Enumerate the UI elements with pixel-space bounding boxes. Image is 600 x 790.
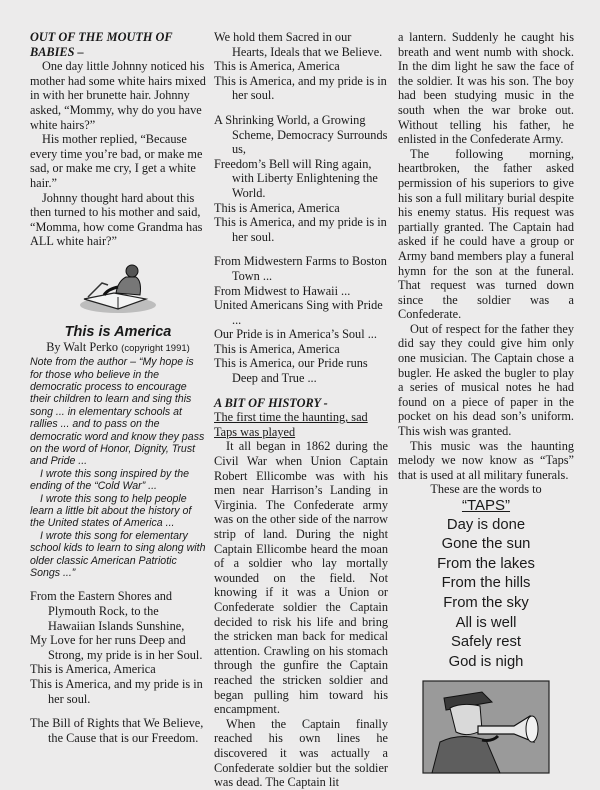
- lyric-line: From Midwestern Farms to Boston Town ...: [214, 254, 387, 283]
- history-paragraph: a lantern. Suddenly he caught his breath and went numb with shock. In the dim light he saw the face of the soldier. It was his son. The boy had been studying music in the south when the war broke out. Without telling his father, he enlisted in the Confederate Army.: [398, 30, 574, 147]
- column-middle: [214, 30, 388, 790]
- lyric-line: Our Pride is in America’s Soul ...: [214, 327, 377, 342]
- song-byline: [30, 340, 206, 357]
- lyric-line: This is America, America: [214, 200, 340, 215]
- lyric-line: We hold them Sacred in our Hearts, Ideals that we Believe.: [214, 30, 383, 59]
- lyric-line: This is America, America: [30, 662, 156, 677]
- taps-lyrics: [398, 516, 574, 673]
- author-note: I wrote this song inspired by the ending of the “Cold War” ...: [30, 467, 189, 493]
- history-paragraph: When the Captain finally reached his own lines he discovered it was actually a Confederate soldier but the soldier was dead. The Captain lit: [214, 716, 388, 790]
- taps-line: Gone the sun: [441, 536, 531, 553]
- author-note: I wrote this song to help people learn a little bit about the history of the United states of America ...: [30, 492, 192, 530]
- history-paragraph: It all began in 1862 during the Civil War when Union Captain Robert Ellicombe was with his men near Harrison’s Landing in Virginia. The Confederate army was on the other side of the narrow strip of land. During the night Captain Ellicombe heard the moan of a soldier who lay mortally wounded on the field. Not knowing if it was a Union or Confederate soldier the Captain decided to risk his life and bring the stricken man back for medical attention. Crawling on his stomach through the gunfire the Captain reached the stricken soldier and began pulling him toward his encampment.: [214, 439, 388, 717]
- taps-line: Day is done: [446, 516, 526, 533]
- person-reading-icon: [74, 259, 162, 317]
- article-paragraph: His mother replied, “Because every time you’re bad, or make me sad, or make me cry, I get a white hair.”: [30, 132, 203, 190]
- article-paragraph: One day little Johnny noticed his mother had some white hairs mixed in with her brunette hair. Johnny asked, “Mommy, why do you have white hairs?”: [30, 59, 206, 132]
- lyric-line: A Shrinking World, a Growing Scheme, Democracy Surrounds us,: [214, 112, 388, 157]
- taps-line: From the sky: [443, 594, 529, 611]
- reading-figure-clipart: [30, 259, 206, 317]
- history-paragraph: Out of respect for the father they did say they could give him only one musician. The Captain chose a bugler. He asked the bugler to play a series of musical notes he had found on a piece of paper in the pocket on his dead son’s uniform. This wish was granted.: [398, 321, 574, 439]
- column-right: [398, 30, 574, 782]
- history-paragraph: The following morning, heartbroken, the father asked permission of his superiors to give his son a full military burial despite his enemy status. His request was partially granted. The Captain had asked if he could have a group or Army band members play a funeral hymn for the son at the funeral. That request was turned down since the soldier was a Confederate.: [398, 146, 574, 322]
- lyric-line: This is America, America: [214, 341, 340, 356]
- author-note: I wrote this song for elementary school kids to learn to sing along with older classic American Patriotic Songs ...”: [30, 529, 206, 579]
- lyric-line: This is America, our Pride runs Deep and True ...: [214, 356, 368, 386]
- taps-line: God is nigh: [448, 653, 524, 670]
- article-paragraph: Johnny thought hard about this then turned to his mother and said, “Momma, how come Grandma has ALL white hair?”: [30, 190, 203, 249]
- lyric-line: This is America, America: [214, 59, 340, 74]
- author-name: By Walt Perko: [46, 339, 119, 354]
- lyric-line: From the Eastern Shores and Plymouth Rock, to the Hawaiian Islands Sunshine,: [30, 589, 185, 633]
- lyric-line: United Americans Sing with Pride ...: [214, 298, 383, 327]
- lyric-line: From Midwest to Hawaii ...: [214, 283, 351, 298]
- copyright-note: (copyright 1991): [121, 342, 190, 354]
- lyric-line: This is America, and my pride is in her soul.: [214, 73, 387, 103]
- taps-line: From the hills: [441, 575, 531, 592]
- taps-line: All is well: [455, 614, 517, 631]
- author-note: Note from the author – “My hope is for those who believe in the democratic process to encourage their children to learn and sing this song ... in elementary schools at rallies ... and to pass on the democratic word and know they pass on the word of Honor, Dignity, Trust and Pride ...: [30, 356, 205, 468]
- lyric-line: Freedom’s Bell will Ring again, with Liberty Enlightening the World.: [214, 156, 378, 200]
- lyric-line: The Bill of Rights that We Believe, the Cause that is our Freedom.: [30, 716, 204, 745]
- column-left: [30, 30, 206, 745]
- song-title: This is America: [64, 323, 172, 340]
- taps-line: Safely rest: [451, 634, 521, 651]
- history-paragraph: This music was the haunting melody we now know as “Taps” that is used at all military funerals.: [398, 438, 574, 482]
- bugler-icon: [422, 680, 550, 774]
- history-subheading: The first time the haunting, sad Taps was played: [214, 410, 368, 439]
- lyric-line: This is America, and my pride is in her soul.: [214, 215, 387, 244]
- article-heading-line2: BABIES –: [30, 44, 84, 59]
- history-heading: A BIT OF HISTORY -: [214, 395, 328, 410]
- lyric-line: This is America, and my pride is in her soul.: [30, 676, 203, 706]
- taps-intro: These are the words to: [430, 482, 542, 497]
- lyric-line: My Love for her runs Deep and Strong, my pride is in her Soul.: [30, 633, 203, 662]
- article-heading-line1: OUT OF THE MOUTH OF: [30, 30, 173, 44]
- taps-title: “TAPS”: [461, 497, 511, 514]
- taps-line: From the lakes: [437, 555, 535, 572]
- bugler-clipart: [398, 680, 574, 774]
